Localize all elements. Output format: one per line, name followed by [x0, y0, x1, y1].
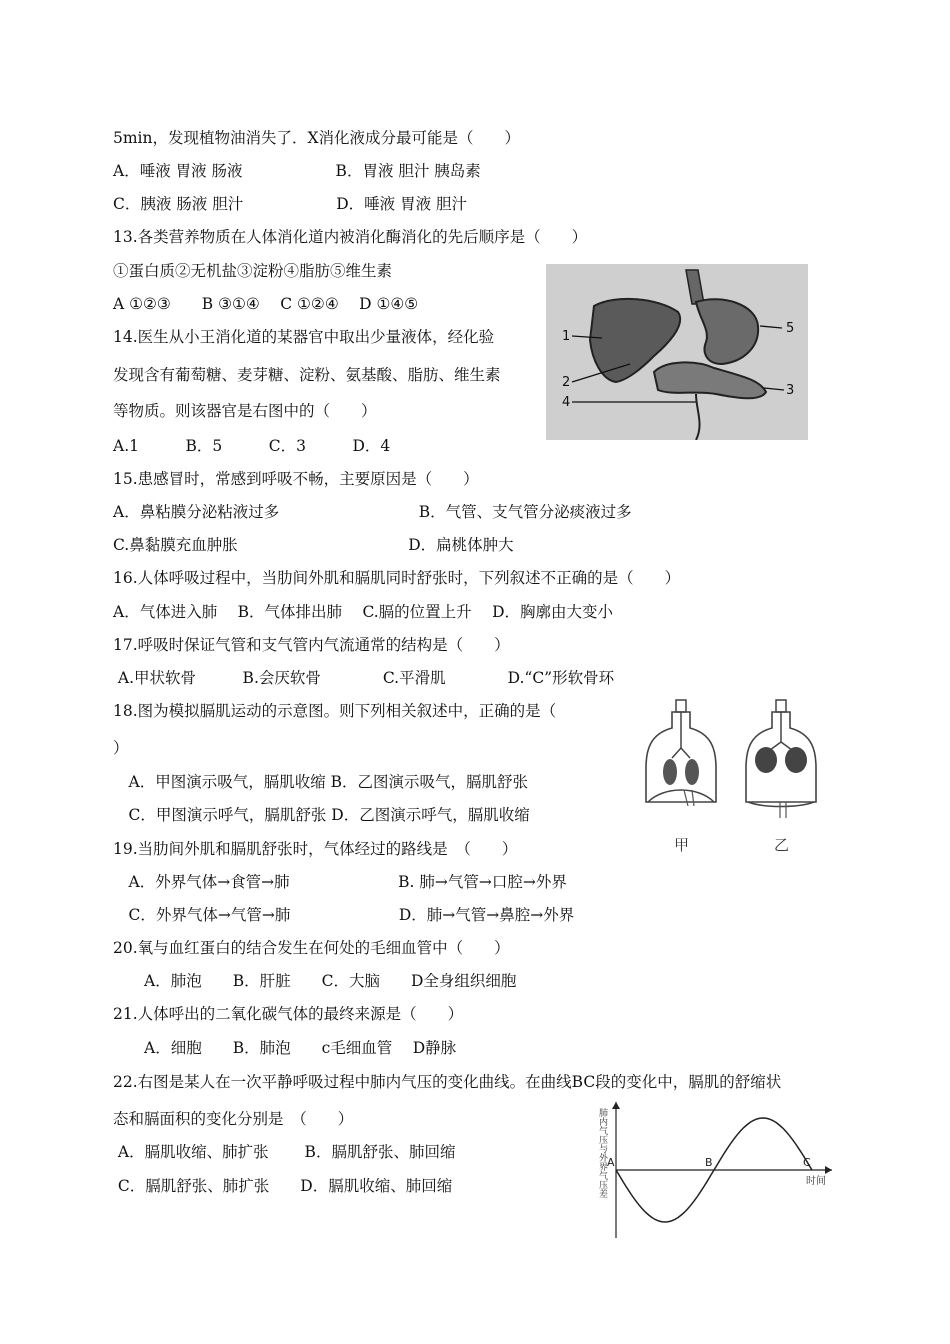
- q13-options: A ①②③ B ③①④ C ①②④ D ①④⑤: [113, 295, 419, 313]
- bell-jar-figure: [640, 698, 825, 858]
- q14-stem-2: 发现含有葡萄糖、麦芽糖、淀粉、氨基酸、脂肪、维生素: [113, 366, 501, 384]
- q22-option-ab: A．膈肌收缩、肺扩张 B．膈肌舒张、肺回缩: [113, 1143, 456, 1161]
- q16-options: A．气体进入肺 B．气体排出肺 C.膈的位置上升 D．胸廓由大变小: [113, 603, 614, 621]
- chart-point-label-b: B: [705, 1156, 713, 1169]
- digestive-label-3: 3: [786, 383, 795, 398]
- q13-items: ①蛋白质②无机盐③淀粉④脂肪⑤维生素: [113, 262, 393, 280]
- q14-stem-3: 等物质。则该器官是右图中的（ ）: [113, 402, 377, 420]
- digestive-label-5: 5: [786, 321, 795, 336]
- bell-jar-label-yi: 乙: [774, 836, 790, 854]
- pressure-chart: [592, 1100, 842, 1240]
- bell-jar-jia: [646, 700, 716, 854]
- chart-y-axis-arrow: [612, 1102, 620, 1109]
- q14-options: A.1 B．5 C．3 D．4: [113, 437, 391, 455]
- q19-option-cd: C．外界气体→气管→肺 D．肺→气管→鼻腔→外界: [113, 906, 575, 924]
- chart-point-label-c: C: [803, 1156, 811, 1169]
- q20-options: A．肺泡 B．肝脏 C．大脑 D全身组织细胞: [113, 972, 517, 990]
- chart-point-label-a: A: [607, 1156, 615, 1169]
- chart-x-axis-arrow: [825, 1166, 832, 1174]
- q16-stem: 16.人体呼吸过程中，当肋间外肌和膈肌同时舒张时，下列叙述不正确的是（ ）: [113, 569, 681, 587]
- q19-stem: 19.当肋间外肌和膈肌舒张时，气体经过的路线是 （ ）: [113, 840, 518, 858]
- q17-options: A.甲状软骨 B.会厌软骨 C.平滑肌 D.“C”形软骨环: [113, 669, 615, 687]
- chart-xlabel: 时间: [806, 1176, 826, 1187]
- q18-stem: 18.图为模拟膈肌运动的示意图。则下列相关叙述中，正确的是（: [113, 702, 557, 720]
- q14-stem-1: 14.医生从小王消化道的某器官中取出少量液体，经化验: [113, 328, 495, 346]
- q22-option-cd: C．膈肌舒张、肺扩张 D．膈肌收缩、肺回缩: [113, 1177, 453, 1195]
- chart-ylabel: 肺内气压与外界气压差: [597, 1108, 607, 1198]
- q20-stem: 20.氧与血红蛋白的结合发生在何处的毛细血管中（ ）: [113, 939, 510, 957]
- q18-option-cd: C．甲图演示呼气，膈肌舒张 D．乙图演示呼气，膈肌收缩: [113, 806, 530, 824]
- q21-options: A．细胞 B．肺泡 c毛细血管 D静脉: [113, 1039, 457, 1057]
- digestive-label-1: 1: [562, 329, 571, 344]
- q12-tail: 5min，发现植物油消失了．X消化液成分最可能是（ ）: [113, 129, 521, 147]
- digestive-label-2: 2: [562, 375, 571, 390]
- q21-stem: 21.人体呼出的二氧化碳气体的最终来源是（ ）: [113, 1005, 464, 1023]
- q18-option-ab: A．甲图演示吸气，膈肌收缩 B．乙图演示吸气，膈肌舒张: [113, 773, 529, 791]
- bell-jar-yi: [746, 700, 816, 854]
- q12-option-ab: A．唾液 胃液 肠液 B．胃液 胆汁 胰岛素: [113, 162, 481, 180]
- q13-stem: 13.各类营养物质在人体消化道内被消化酶消化的先后顺序是（ ）: [113, 228, 588, 246]
- q15-option-ab: A．鼻粘膜分泌粘液过多 B．气管、支气管分泌痰液过多: [113, 503, 632, 521]
- q17-stem: 17.呼吸时保证气管和支气管内气流通常的结构是（ ）: [113, 636, 510, 654]
- q22-stem-1: 22.右图是某人在一次平静呼吸过程中肺内气压的变化曲线。在曲线BC段的变化中，膈肌的舒缩状: [113, 1073, 782, 1091]
- digestive-system-figure: [546, 264, 808, 440]
- digestive-label-4: 4: [562, 395, 571, 410]
- q19-option-ab: A．外界气体→食管→肺 B. 肺→气管→口腔→外界: [113, 873, 567, 891]
- q15-option-cd: C.鼻黏膜充血肿胀 D．扁桃体肿大: [113, 536, 514, 554]
- q18-stem-end: ）: [113, 739, 129, 757]
- q12-option-cd: C．胰液 肠液 胆汁 D．唾液 胃液 胆汁: [113, 195, 467, 213]
- bell-jar-label-jia: 甲: [674, 836, 690, 854]
- q22-stem-2: 态和膈面积的变化分别是 （ ）: [113, 1110, 354, 1128]
- q15-stem: 15.患感冒时，常感到呼吸不畅，主要原因是（ ）: [113, 470, 479, 488]
